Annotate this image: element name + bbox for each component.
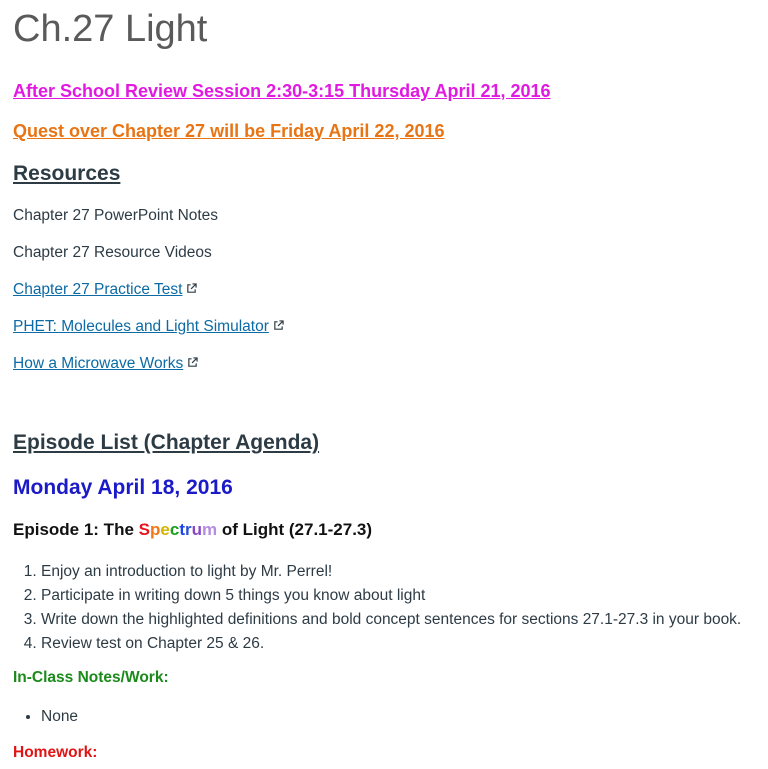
episode-list-heading: Episode List (Chapter Agenda) — [13, 431, 320, 454]
review-session-announcement[interactable]: After School Review Session 2:30-3:15 Thursday April 21, 2016 — [13, 81, 551, 101]
day-heading: Monday April 18, 2016 — [13, 476, 233, 499]
spectrum-letter: p — [149, 520, 161, 539]
resources-heading: Resources — [13, 162, 121, 185]
list-item: 3. Write down the highlighted definitions and bold concept sentences for sections 27.1-27.3 in your book. — [41, 608, 741, 632]
resource-videos — [13, 244, 212, 262]
spectrum-letter: u — [191, 520, 202, 539]
external-link-icon — [186, 283, 197, 294]
list-item: 1. Enjoy an introduction to light by Mr. Perrel! — [41, 560, 741, 584]
list-item: 4. Review test on Chapter 25 & 26. — [41, 632, 741, 656]
page-title: Ch.27 Light — [13, 8, 208, 50]
homework-label: Homework: — [13, 744, 98, 761]
spectrum-letter: S — [138, 520, 150, 539]
external-link-icon — [273, 320, 284, 331]
resource-label[interactable]: How a Microwave Works — [13, 355, 184, 372]
resource-microwave-link[interactable] — [13, 355, 198, 373]
resource-label[interactable]: PHET: Molecules and Light Simulator — [13, 318, 269, 335]
resource-label[interactable]: Chapter 27 Practice Test — [13, 281, 183, 298]
in-class-notes-label: In-Class Notes/Work: — [13, 669, 169, 686]
episode-prefix: Episode 1: The — [13, 520, 139, 539]
spectrum-word — [139, 520, 217, 539]
external-link-icon — [187, 357, 198, 368]
spectrum-letter: m — [202, 520, 218, 539]
resource-practice-test-link[interactable] — [13, 281, 197, 299]
spectrum-letter: r — [184, 520, 192, 539]
list-item: • None — [41, 707, 78, 727]
resource-phet-simulator-link[interactable] — [13, 318, 284, 336]
task-list — [13, 560, 741, 656]
notes-list — [13, 707, 78, 727]
resource-powerpoint-notes — [13, 207, 218, 225]
episode-title — [13, 520, 372, 540]
spectrum-letter: t — [179, 520, 185, 539]
resource-label: Chapter 27 PowerPoint Notes — [13, 207, 219, 224]
episode-suffix: of Light (27.1-27.3) — [217, 520, 373, 539]
list-item: 2. Participate in writing down 5 things you know about light — [41, 584, 741, 608]
spectrum-letter: c — [169, 520, 180, 539]
quest-announcement[interactable]: Quest over Chapter 27 will be Friday April 22, 2016 — [13, 121, 445, 141]
spectrum-letter: e — [160, 520, 170, 539]
resource-label: Chapter 27 Resource Videos — [13, 244, 212, 261]
